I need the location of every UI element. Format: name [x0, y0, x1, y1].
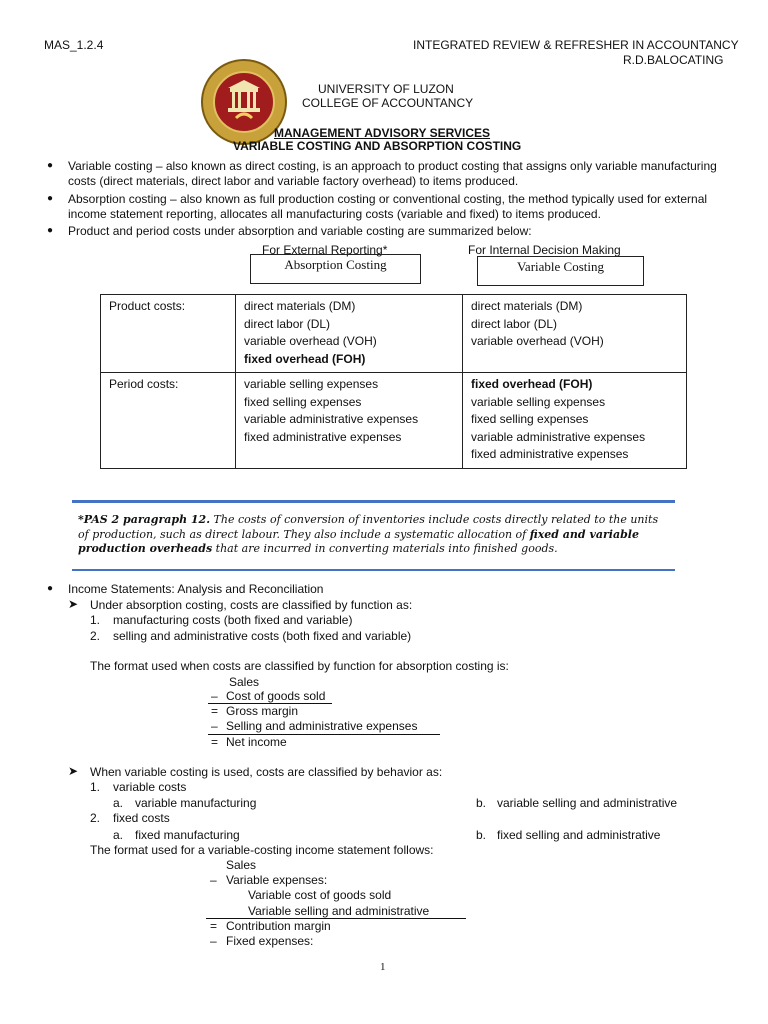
format-sga: Selling and administrative expenses [226, 719, 418, 733]
list-subitem: variable manufacturing [135, 796, 257, 810]
format-variable-sa: Variable selling and administrative [248, 904, 430, 918]
list-letter: b. [476, 828, 487, 842]
list-number: 1. [90, 780, 101, 794]
cost-item: direct materials (DM) [471, 299, 583, 313]
pas-text: The costs of conversion of inventories include costs directly related to the units [210, 513, 659, 526]
pas-note [78, 513, 672, 557]
format-variable-expenses: Variable expenses: [226, 873, 328, 887]
list-letter: a. [113, 828, 124, 842]
cost-item: fixed overhead (FOH) [244, 351, 366, 366]
definition-line: income statement reporting, allocates all manufacturing costs (variable and fixed) to items produced. [68, 207, 601, 221]
row-label: Product costs: [101, 295, 236, 373]
format-net-income: Net income [226, 735, 287, 749]
absorption-costing-definition [68, 192, 707, 222]
bullet-icon: ● [47, 583, 54, 594]
pas-text: of production, such as direct labour. They also include a systematic allocation of [78, 527, 530, 541]
topic-title: VARIABLE COSTING AND ABSORPTION COSTING [233, 139, 522, 153]
format-contribution-margin: Contribution margin [226, 919, 331, 933]
definition-line: Absorption costing – also known as full production costing or conventional costing, the method typically used for external [68, 192, 708, 206]
cost-item: variable selling expenses [244, 377, 379, 391]
arrow-bullet-icon: ➤ [68, 597, 79, 611]
external-reporting-heading: For External Reporting* [262, 243, 388, 257]
sign: = [211, 735, 219, 749]
list-item: variable costs [113, 780, 187, 794]
sign: – [211, 719, 218, 733]
pas-emphasis: production overheads [78, 542, 213, 555]
format-sales: Sales [229, 675, 260, 689]
cost-item: direct materials (DM) [244, 299, 356, 313]
document-code: MAS_1.2.4 [44, 38, 104, 52]
list-subitem: fixed selling and administrative [497, 828, 661, 842]
summary-intro: Product and period costs under absorption and variable costing are summarized below: [68, 224, 532, 238]
cost-item: direct labor (DL) [471, 316, 558, 331]
format-cogs: Cost of goods sold [226, 689, 326, 703]
income-heading: Income Statements: Analysis and Reconciliation [68, 582, 324, 596]
university-name: UNIVERSITY OF LUZON [318, 82, 454, 96]
definition-line: Variable costing – also known as direct costing, is an approach to product costing that assigns only variable manufacturing [68, 159, 717, 173]
absorption-period-costs [236, 373, 463, 469]
cost-item: variable administrative expenses [244, 412, 419, 426]
cost-item: fixed overhead (FOH) [471, 377, 593, 391]
list-subitem: fixed manufacturing [135, 828, 240, 842]
variable-costing-box: Variable Costing [477, 256, 644, 286]
pas-emphasis: fixed and variable [529, 527, 639, 541]
cost-item: fixed administrative expenses [244, 429, 402, 444]
course-title: INTEGRATED REVIEW & REFRESHER IN ACCOUNTANCY [413, 38, 739, 52]
absorption-intro: Under absorption costing, costs are classified by function as: [90, 598, 413, 612]
absorption-product-costs [236, 295, 463, 373]
format-gross-margin: Gross margin [226, 704, 299, 718]
list-letter: a. [113, 796, 124, 810]
cost-item: variable overhead (VOH) [471, 334, 604, 348]
row-label: Period costs: [101, 373, 236, 469]
variable-costing-definition [68, 159, 717, 189]
variable-period-costs [463, 373, 687, 469]
format-fixed-expenses: Fixed expenses: [226, 934, 314, 948]
cost-item: fixed administrative expenses [471, 447, 629, 461]
variable-intro: When variable costing is used, costs are classified by behavior as: [90, 765, 443, 779]
cost-item: variable administrative expenses [471, 429, 646, 444]
cost-item: variable selling expenses [471, 394, 606, 409]
subject-title: MANAGEMENT ADVISORY SERVICES [274, 126, 491, 140]
sign: = [210, 919, 218, 933]
cost-item: fixed selling expenses [471, 412, 589, 426]
sign: – [211, 689, 218, 703]
format-variable-cogs: Variable cost of goods sold [248, 888, 392, 902]
list-number: 2. [90, 629, 101, 643]
list-letter: b. [476, 796, 487, 810]
bullet-icon: ● [47, 225, 54, 236]
bullet-icon: ● [47, 193, 54, 204]
college-name: COLLEGE OF ACCOUNTANCY [302, 96, 474, 110]
list-number: 1. [90, 613, 101, 627]
cost-classification-table [100, 294, 687, 469]
variable-product-costs [463, 295, 687, 373]
bullet-icon: ● [47, 160, 54, 171]
cost-item: variable overhead (VOH) [244, 334, 377, 348]
list-subitem: variable selling and administrative [497, 796, 678, 810]
sign: – [210, 934, 217, 948]
list-number: 2. [90, 811, 101, 825]
cost-item: direct labor (DL) [244, 316, 331, 331]
pas-text: that are incurred in converting materials into finished goods. [212, 542, 558, 555]
format-sales: Sales [226, 858, 257, 872]
absorption-format-intro: The format used when costs are classified by function for absorption costing is: [90, 659, 509, 673]
list-item: manufacturing costs (both fixed and variable) [113, 613, 353, 627]
table-row [101, 295, 687, 373]
author: R.D.BALOCATING [623, 53, 724, 67]
pas-reference: *PAS 2 paragraph 12. [78, 513, 211, 526]
table-row [101, 373, 687, 469]
cost-item: fixed selling expenses [244, 394, 362, 409]
definition-line: costs (direct materials, direct labor and variable factory overhead) to items produced. [68, 174, 519, 188]
sign: = [211, 704, 219, 718]
arrow-bullet-icon: ➤ [68, 764, 79, 778]
list-item: fixed costs [113, 811, 170, 825]
list-item: selling and administrative costs (both fixed and variable) [113, 629, 412, 643]
pas-note-box [72, 500, 675, 571]
sign: – [210, 873, 217, 887]
internal-decision-heading: For Internal Decision Making [468, 243, 621, 257]
absorption-costing-box: Absorption Costing [250, 254, 421, 284]
variable-format-intro: The format used for a variable-costing income statement follows: [90, 843, 434, 857]
page-number: 1 [380, 961, 386, 973]
